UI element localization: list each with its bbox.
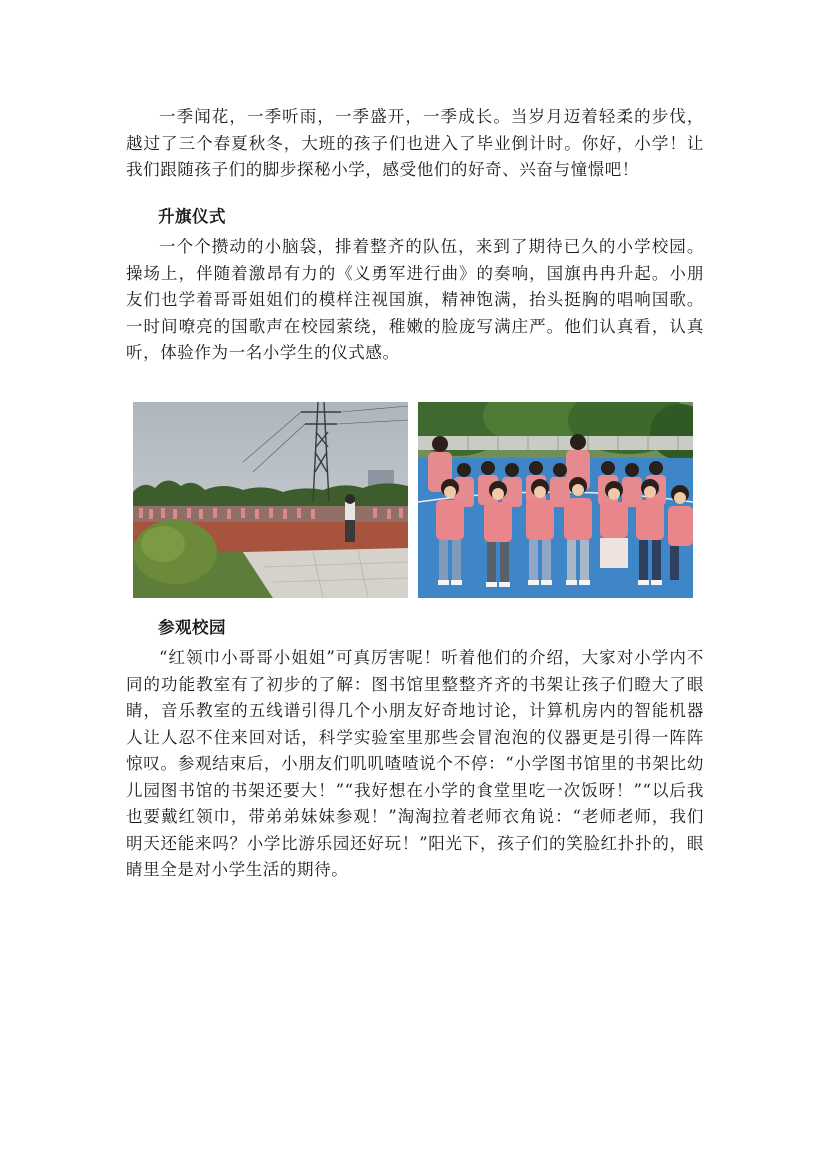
children-group-photo-image: [418, 402, 693, 598]
flag-ceremony-photo: [133, 402, 408, 598]
flag-ceremony-paragraph: 一个个攒动的小脑袋，排着整齐的队伍，来到了期待已久的小学校园。操场上，伴随着激昂有力的《义勇军进行曲》的奏响，国旗冉冉升起。小朋友们也学着哥哥姐姐们的模样注视国旗，精神饱满，抬头挺胸的唱响国歌。一时间嘹亮的国歌声在校园萦绕，稚嫩的脸庞写满庄严。他们认真看，认真听，体验作为一名小学生的仪式感。: [126, 237, 704, 362]
intro-paragraph: 一季闻花，一季听雨，一季盛开，一季成长。当岁月迈着轻柔的步伐，越过了三个春夏秋冬，大班的孩子们也进入了毕业倒计时。你好，小学！让我们跟随孩子们的脚步探秘小学，感受他们的好奇、兴奋与憧憬吧！: [126, 107, 704, 179]
children-group-photo: [418, 402, 693, 598]
campus-visit-paragraph: “红领巾小哥哥小姐姐”可真厉害呢！听着他们的介绍，大家对小学内不同的功能教室有了初步的了解：图书馆里整整齐齐的书架让孩子们瞪大了眼睛，音乐教室的五线谱引得几个小朋友好奇地讨论，计算机房内的智能机器人让人忍不住来回对话，科学实验室里那些会冒泡泡的仪器更是引得一阵阵惊叹。参观结束后，小朋友们叽叽喳喳说个不停：“小学图书馆里的书架比幼儿园图书馆的书架还要大！”“我好想在小学的食堂里吃一次饭呀！”“以后我也要戴红领巾，带弟弟妹妹参观！”淘淘拉着老师衣角说：“老师老师，我们明天还能来吗？小学比游乐园还好玩！”阳光下，孩子们的笑脸红扑扑的，眼睛里全是对小学生活的期待。: [126, 648, 704, 879]
flag-ceremony-photo-image: [133, 402, 408, 598]
section-heading-flag-ceremony: 升旗仪式: [158, 207, 226, 226]
section-heading-campus-visit: 参观校园: [158, 618, 226, 637]
